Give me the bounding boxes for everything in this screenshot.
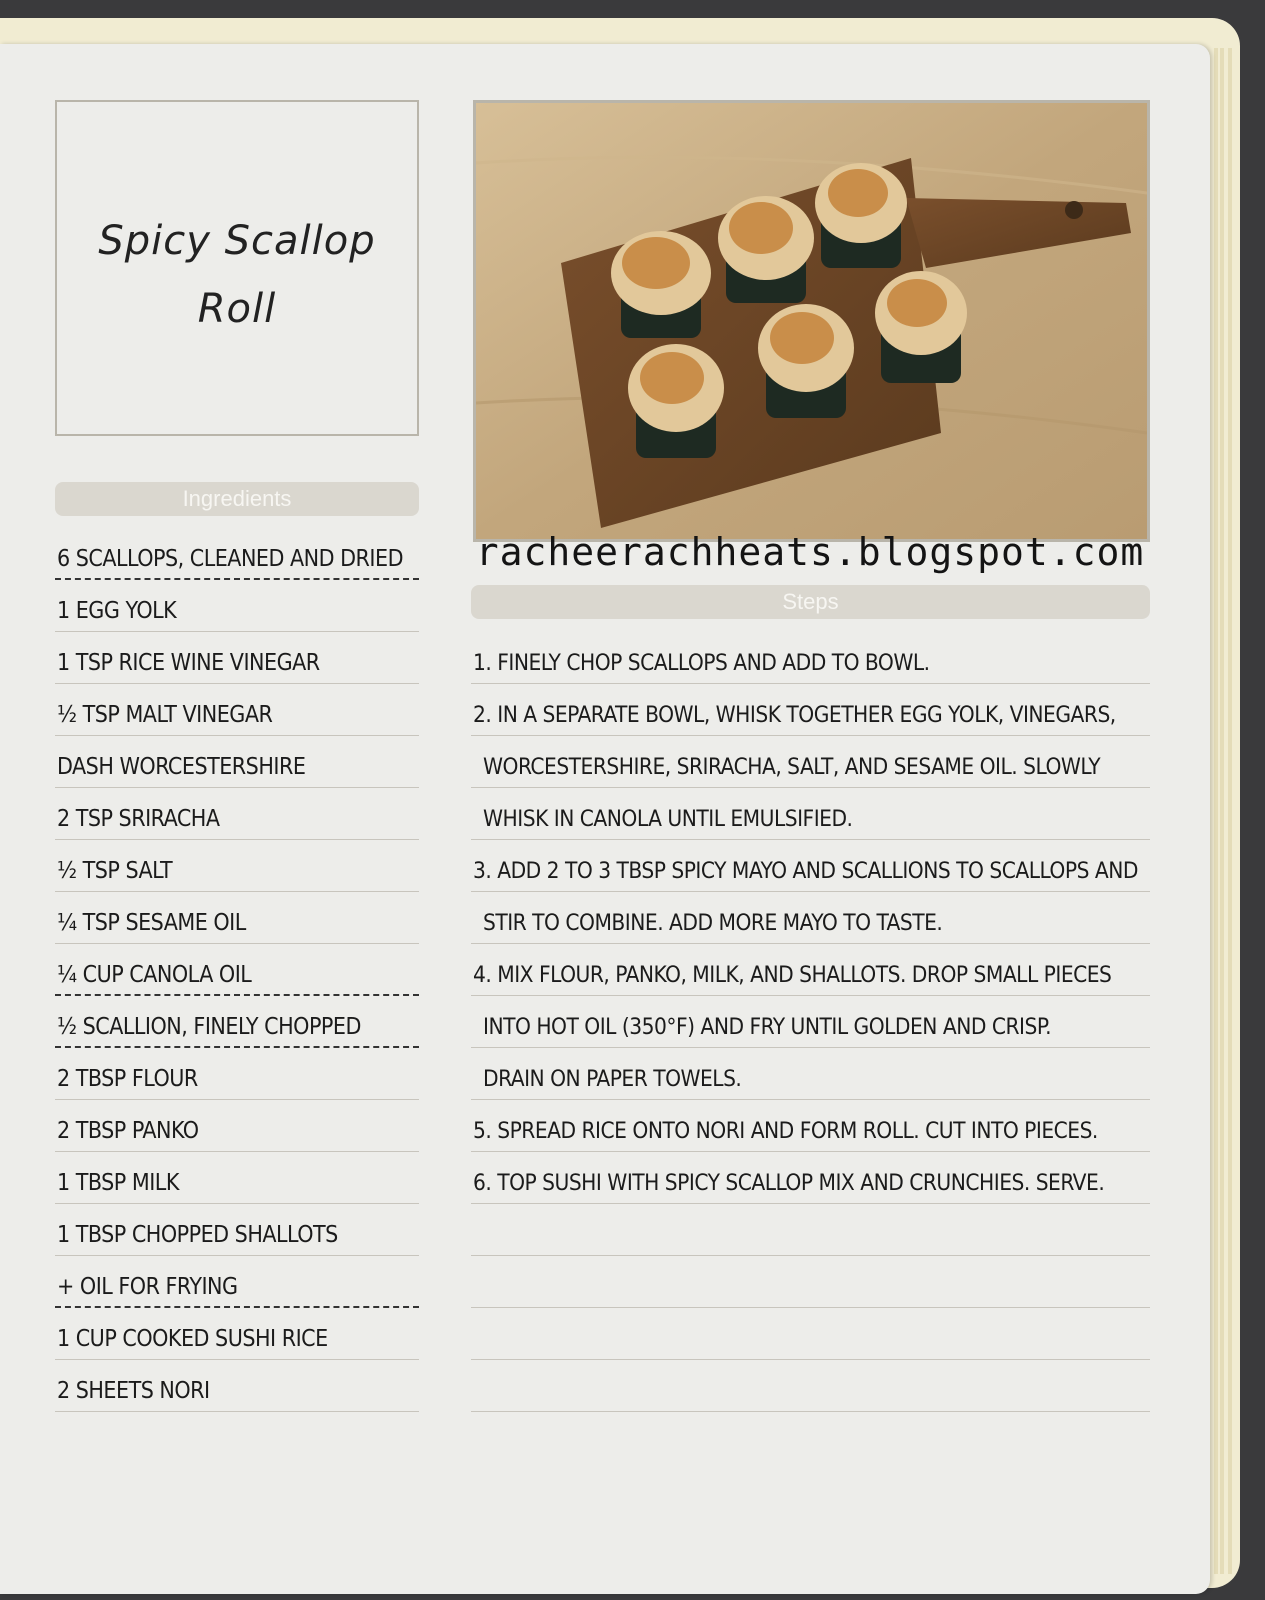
recipe-title: Spicy Scallop Roll <box>98 218 376 332</box>
blog-watermark: racheerachheats.blogspot.com <box>475 530 1145 574</box>
step-line: 2. IN A SEPARATE BOWL, WHISK TOGETHER EGG YOLK, VINEGARS, <box>471 684 1150 736</box>
recipe-photo <box>473 100 1150 542</box>
step-line: 3. ADD 2 TO 3 TBSP SPICY MAYO AND SCALLIONS TO SCALLOPS AND <box>471 840 1150 892</box>
ingredient-item: 1 TBSP MILK <box>55 1152 419 1204</box>
ingredient-item: + OIL FOR FRYING <box>55 1256 419 1308</box>
ingredient-item: DASH WORCESTERSHIRE <box>55 736 419 788</box>
step-line <box>471 1256 1150 1308</box>
ingredient-item: 2 TBSP FLOUR <box>55 1048 419 1100</box>
page-edge <box>1214 48 1218 1574</box>
sushi-piece <box>718 196 814 303</box>
step-line: 6. TOP SUSHI WITH SPICY SCALLOP MIX AND CRUNCHIES. SERVE. <box>471 1152 1150 1204</box>
ingredient-item: 6 SCALLOPS, CLEANED AND DRIED <box>55 528 419 580</box>
sushi-piece <box>758 304 854 418</box>
sushi-piece <box>611 231 711 338</box>
ingredient-item: ½ SCALLION, FINELY CHOPPED <box>55 996 419 1048</box>
step-line: WORCESTERSHIRE, SRIRACHA, SALT, AND SESAME OIL. SLOWLY <box>471 736 1150 788</box>
step-line: STIR TO COMBINE. ADD MORE MAYO TO TASTE. <box>471 892 1150 944</box>
ingredients-header: Ingredients <box>55 482 419 516</box>
ingredients-list <box>55 528 419 1412</box>
sushi-piece <box>628 344 724 458</box>
recipe-page <box>0 44 1210 1594</box>
step-line: WHISK IN CANOLA UNTIL EMULSIFIED. <box>471 788 1150 840</box>
step-line: 5. SPREAD RICE ONTO NORI AND FORM ROLL. CUT INTO PIECES. <box>471 1100 1150 1152</box>
page-edge <box>1220 48 1224 1574</box>
step-line <box>471 1308 1150 1360</box>
page-edge <box>1228 48 1232 1574</box>
step-line <box>471 1360 1150 1412</box>
step-line: 1. FINELY CHOP SCALLOPS AND ADD TO BOWL. <box>471 632 1150 684</box>
ingredient-item: 2 TSP SRIRACHA <box>55 788 419 840</box>
ingredient-item: ½ TSP MALT VINEGAR <box>55 684 419 736</box>
ingredient-item: 1 TBSP CHOPPED SHALLOTS <box>55 1204 419 1256</box>
ingredient-item: 1 CUP COOKED SUSHI RICE <box>55 1308 419 1360</box>
step-line: 4. MIX FLOUR, PANKO, MILK, AND SHALLOTS. DROP SMALL PIECES <box>471 944 1150 996</box>
ingredient-item: ¼ CUP CANOLA OIL <box>55 944 419 996</box>
ingredient-item: 2 SHEETS NORI <box>55 1360 419 1412</box>
ingredient-item: 1 TSP RICE WINE VINEGAR <box>55 632 419 684</box>
step-line: DRAIN ON PAPER TOWELS. <box>471 1048 1150 1100</box>
step-line <box>471 1204 1150 1256</box>
sushi-piece <box>815 163 907 268</box>
ingredient-item: 1 EGG YOLK <box>55 580 419 632</box>
ingredient-item: 2 TBSP PANKO <box>55 1100 419 1152</box>
step-line: INTO HOT OIL (350°F) AND FRY UNTIL GOLDEN AND CRISP. <box>471 996 1150 1048</box>
steps-list <box>471 632 1150 1412</box>
title-box <box>55 100 419 436</box>
food-photo-image <box>476 103 1147 539</box>
notebook <box>0 18 1240 1588</box>
ingredient-item: ½ TSP SALT <box>55 840 419 892</box>
ingredient-item: ¼ TSP SESAME OIL <box>55 892 419 944</box>
sushi-piece <box>875 271 967 383</box>
steps-header: Steps <box>471 585 1150 619</box>
